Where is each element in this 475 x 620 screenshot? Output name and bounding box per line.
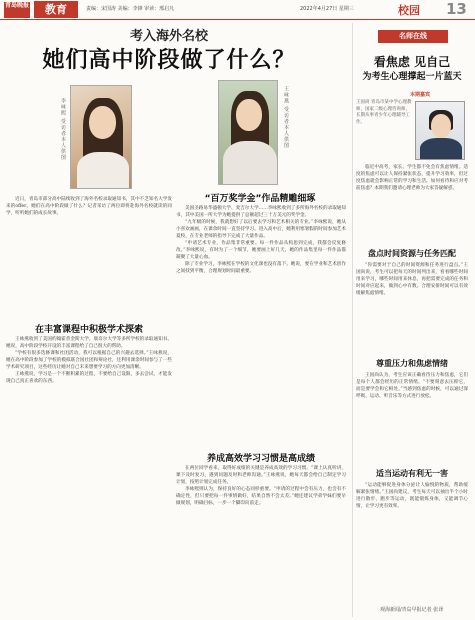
paragraph: 美国圣路易华盛顿大学、麦吉尔大学……李咏熙收到了多所海外名校的录取通知书，其中美国一所大学为她提供了总额超过三十万美元的奖学金。 (176, 206, 346, 218)
editors-line: 责编：宋国涛 美编：李锋 审读：邢启凡 (86, 6, 175, 12)
photo-caption-left: 李咏熙 受访者本人供图 (60, 98, 66, 161)
sidebar-body-3 (356, 482, 468, 602)
sidebar-heading-1: 盘点时间资源与任务匹配 (368, 248, 456, 258)
paragraph: 王咏燕收到了美国约翰霍普金斯大学、康奈尔大学等多所学校的录取通知书。她说，高中阶段学校开设的丰富课程给了自己很大的帮助。 (6, 337, 172, 349)
article-subtitle: 考入海外名校 (129, 29, 208, 44)
paragraph: “学校有很多选修课和社团活动，我可以根据自己的兴趣去选择。”王咏燕说，她在高中阶段参加了学校的模拟联合国社团和辩论社，还利用课余时间参与了一些学术研究项目，这些经历让她对自己未来想要学习的方向更加清晰。 (6, 351, 172, 370)
sidebar-intro (356, 164, 468, 244)
section-body-2 (6, 336, 172, 616)
sidebar-body-1 (356, 262, 468, 354)
paragraph: “申请艺术专业，作品集非常重要。每一件作品从构思到完成，我都会反复修改。”李咏熙说，有时为了一个细节，她要画上好几天，她的作品集里每一件作品都凝聚了大量心血。 (176, 241, 346, 260)
section-heading-3: 养成高效学习习惯是高成绩 (206, 454, 315, 464)
paragraph: “九年级的时候，我就想好了以后要去学习和艺术相关的专业。”李咏熙说，她从小喜欢画画，在课余时间一直坚持学习。进入高中后，她利用寒暑假的时间参加艺术夏校，在专业老师的指导下完成了大量作品。 (176, 220, 346, 239)
paragraph: 王国尚认为，考生应该正确看待压力和焦虑，它们是每个人都会经历的正常情绪。“不要刻意去压抑它，而是要学会和它相处。”当感到焦虑的时候，可以通过深呼吸、运动、听音乐等方式进行放松。 (356, 373, 468, 399)
paragraph: “运动能够促进身体分泌让人愉悦的物质，帮助缓解紧张情绪。”王国尚建议，考生每天可以抽出半个小时进行散步、跑步等运动，既能锻炼身体，又能调节心情，让学习更有效率。 (356, 483, 468, 509)
sidebar-tag: 名师在线 (378, 30, 448, 43)
guest-photo (415, 101, 465, 160)
page-number: 13 (446, 0, 467, 18)
page-header (0, 0, 475, 20)
photo-caption-right: 王咏燕 受访者本人供图 (283, 86, 289, 149)
newspaper-logo: 青岛晚报 (4, 2, 30, 18)
paragraph: 李咏熙则认为，保持良好的心态同样重要。“申请的过程中会有压力，也会有不确定性，但只要把每一件事情做好，结果自然不会太差。”她还建议学弟学妹们要早做规划，明确目标，一步一个脚印向前走。 (176, 487, 346, 506)
edition-name: 校园 (398, 4, 420, 17)
sidebar-title: 看焦虑 见自己 (373, 55, 451, 69)
paragraph: “你需要对于自己的时间资源和任务进行盘点。”王国尚说，考生可以把每天的时间列出来，看看哪些时间用来学习，哪些时间用来休息，再把需要完成的任务和时间对应起来，做到心中有数。合理安排时间可以有效缓解焦虑情绪。 (356, 263, 468, 296)
student-photo-left (70, 85, 132, 189)
article-title: 她们高中阶段做了什么？ (42, 48, 296, 73)
sidebar-heading-2: 尊重压力和焦虑情绪 (376, 358, 448, 368)
issue-date: 2022年4月27日 星期三 (300, 6, 354, 12)
section-heading-1: “百万奖学金”作品精雕细琢 (204, 194, 316, 204)
section-heading-2: 在丰富课程中积极学术探索 (34, 325, 143, 335)
intro-paragraph: 临近中高考，家长、学生都不免会有焦虑情绪。适度的焦虑可以让人保持紧张状态，提升学习效率，但过度焦虑就会影响正常的学习和生活。如何看待和应对考前焦虑？本期我们邀请心理老师为大家答疑解惑。 (356, 165, 468, 191)
section-body-3 (176, 465, 346, 616)
sidebar-byline: 观海新闻/青岛早报记者 张译 (380, 607, 444, 613)
section-body-1 (176, 205, 346, 443)
sidebar-subtitle: 为考生心理撑起一片蓝天 (362, 72, 462, 82)
paragraph: 在两位同学看来，取得好成绩的关键是养成高效的学习习惯。“课上认真听讲，课下及时复习，遇到问题及时和老师沟通。”王咏燕说，她每天都会给自己制定学习计划，按照计划完成任务。 (176, 466, 346, 485)
section-label: 教育 (34, 1, 78, 18)
article-lead (6, 196, 172, 314)
paragraph: 王咏燕说，学习是一个不断积累的过程，不要给自己设限，多去尝试，才能发现自己真正喜欢的东西。 (6, 372, 172, 384)
student-photo-right (218, 80, 278, 185)
sidebar-heading-3: 适当运动有利无一害 (376, 468, 448, 478)
guest-bio: 王国尚 青岛市某中学心理教师，国家二级心理咨询师，长期从事青少年心理辅导工作。 (356, 100, 412, 125)
sidebar-body-2 (356, 372, 468, 464)
lead-paragraph: 近日，青岛市部分高中陆续收到了海外名校录取通知书，其中不乏知名大学发来的offer。她们在高中阶段做了什么？记者采访了两位即将赴海外名校就读的同学，听听她们的成长故事。 (6, 197, 172, 216)
guest-label: 本期嘉宾 (410, 92, 431, 98)
paragraph: 除了专业学习，李咏熙在学校的文化课也没有落下。她说，要在学业和艺术创作之间找到平衡，合理规划时间最重要。 (176, 262, 346, 274)
